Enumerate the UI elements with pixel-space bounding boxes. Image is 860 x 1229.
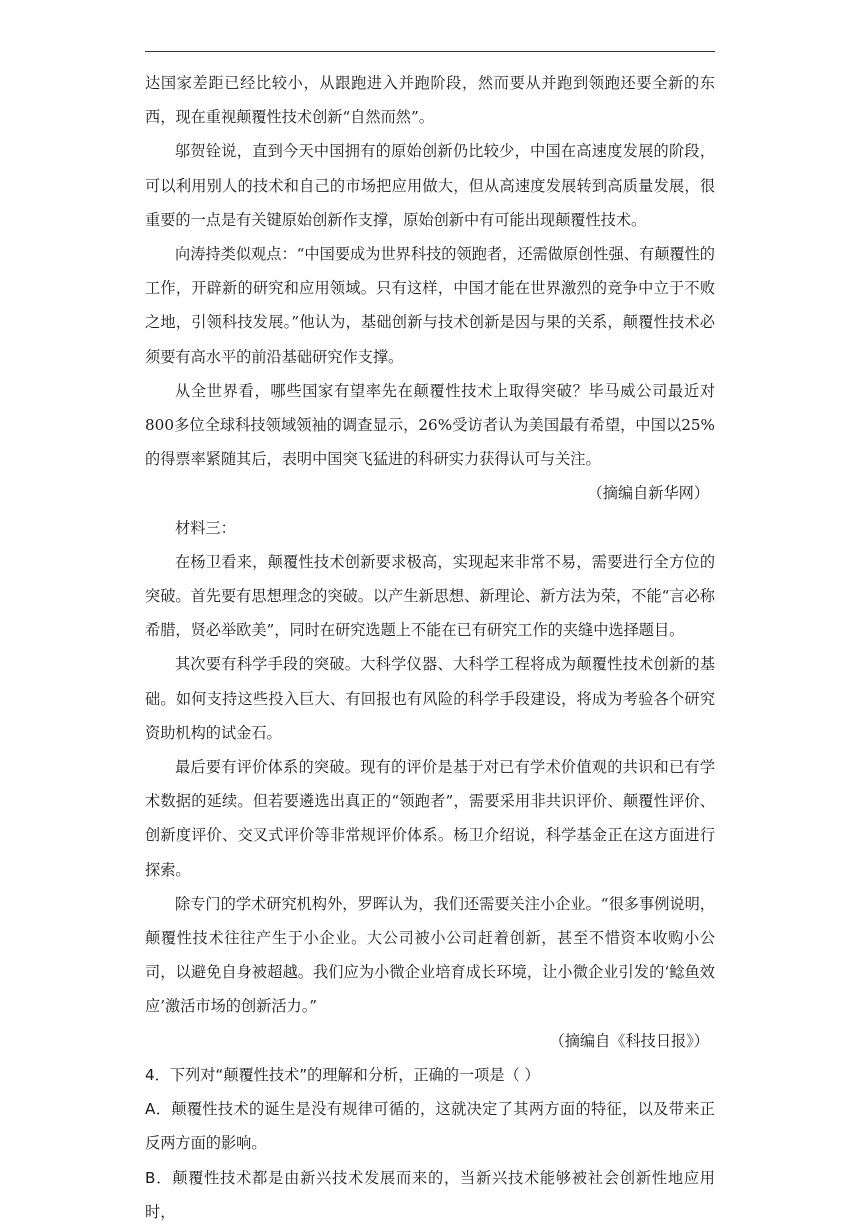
header-rule <box>145 51 715 52</box>
paragraph: 邬贺铨说，直到今天中国拥有的原始创新仍比较少，中国在高速度发展的阶段，可以利用别人的技术和自己的市场把应用做大，但从高速度发展转到高质量发展，很重要的一点是有关键原始创新作支撑，原始创新中有可能出现颠覆性技术。 <box>145 142 715 229</box>
paragraph: 达国家差距已经比较小，从跟跑进入并跑阶段，然而要从并跑到领跑还要全新的东西，现在重视颠覆性技术创新“自然而然”。 <box>145 74 715 127</box>
question-stem: 4．下列对“颠覆性技术”的理解和分析，正确的一项是（ ） <box>145 1065 540 1084</box>
source-citation: （摘编自新华网） <box>587 484 709 503</box>
paragraph: 除专门的学术研究机构外，罗晖认为，我们还需要关注小企业。“很多事例说明，颠覆性技术往往产生于小企业。大公司被小公司赶着创新，甚至不惜资本收购小公司，以避免自身被超越。我们应为小微企业培育成长环境，让小微企业引发的‘鲶鱼效应’激活市场的创新活力。” <box>145 894 715 1016</box>
paragraph: 向涛持类似观点：“中国要成为世界科技的领跑者，还需做原创性强、有颠覆性的工作，开辟新的研究和应用领域。只有这样，中国才能在世界激烈的竞争中立于不败之地，引领科技发展。”他认为，基础创新与技术创新是因与果的关系，颠覆性技术必须要有高水平的前沿基础研究作支撑。 <box>145 245 715 366</box>
section-label: 材料三： <box>175 518 236 537</box>
paragraph: 从全世界看，哪些国家有望率先在颠覆性技术上取得突破？毕马威公司最近对800多位全球科技领域领袖的调查显示，26%受访者认为美国最有希望，中国以25%的得票率紧随其后，表明中国突飞猛进的科研实力获得认可与关注。 <box>145 381 715 469</box>
paragraph: 最后要有评价体系的突破。现有的评价是基于对已有学术价值观的共识和已有学术数据的延续。但若要遴选出真正的“领跑者”，需要采用非共识评价、颠覆性评价、创新度评价、交叉式评价等非常规评价体系。杨卫介绍说，科学基金正在这方面进行探索。 <box>145 758 715 879</box>
paragraph: 其次要有科学手段的突破。大科学仪器、大科学工程将成为颠覆性技术创新的基础。如何支持这些投入巨大、有回报也有风险的科学手段建设，将成为考验各个研究资助机构的试金石。 <box>145 655 715 742</box>
document-body <box>145 66 715 1229</box>
option-a: A．颠覆性技术的诞生是没有规律可循的，这就决定了其两方面的特征，以及带来正反两方面的影响。 <box>145 1100 715 1153</box>
paragraph: 在杨卫看来，颠覆性技术创新要求极高，实现起来非常不易，需要进行全方位的突破。首先要有思想理念的突破。以产生新思想、新理论、新方法为荣，不能“言必称希腊，贤必举欧美”，同时在研究选题上不能在已有研究工作的夹缝中选择题目。 <box>145 552 715 640</box>
option-b: B．颠覆性技术都是由新兴技术发展而来的，当新兴技术能够被社会创新性地应用时， <box>145 1168 715 1221</box>
source-citation: （摘编自《科技日报》） <box>549 1031 709 1050</box>
